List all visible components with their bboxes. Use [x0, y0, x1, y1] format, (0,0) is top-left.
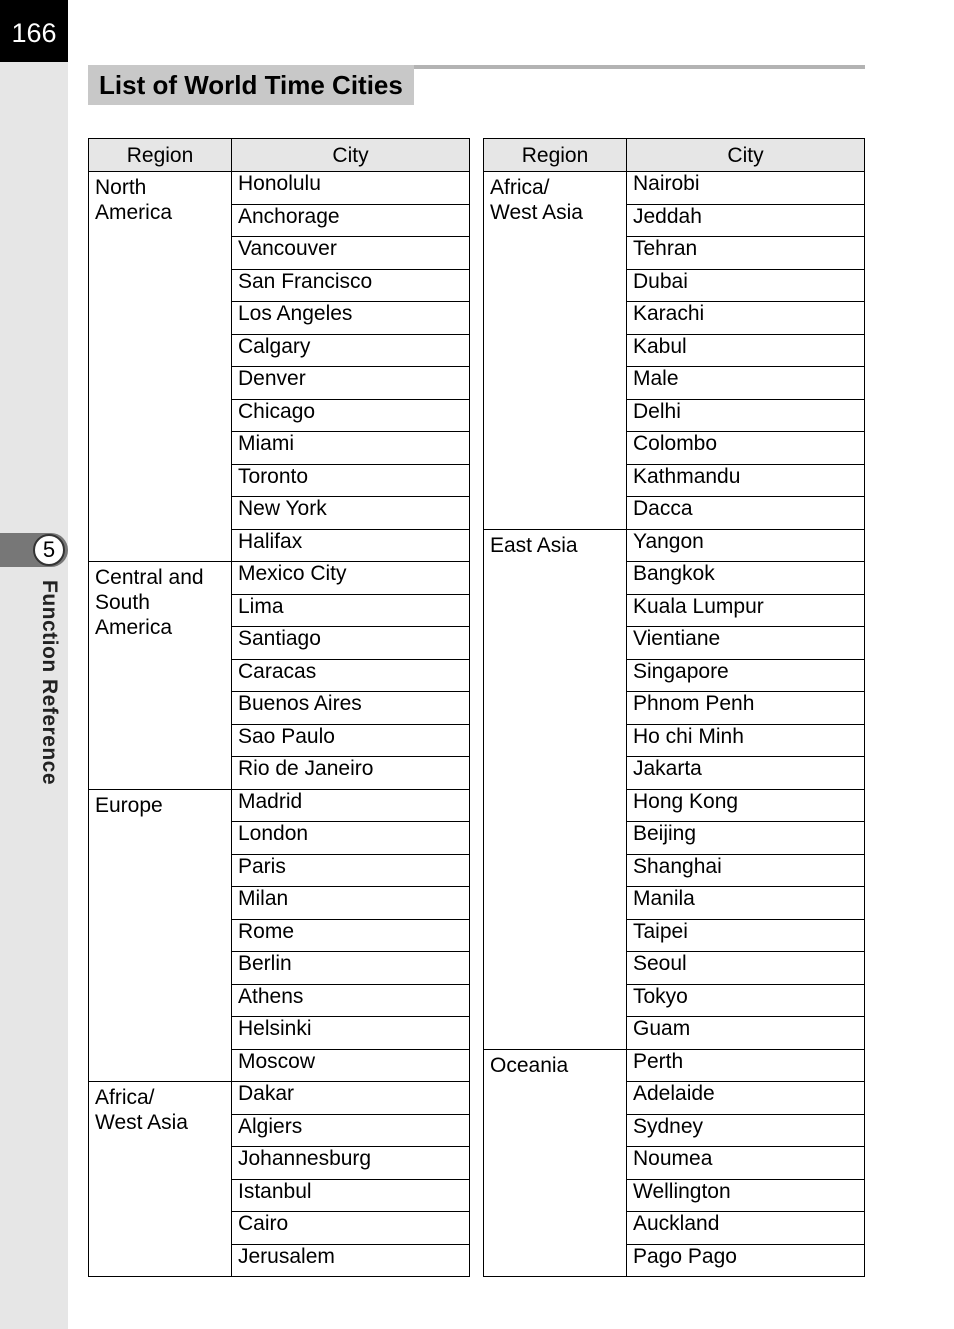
- city-cell: Beijing: [627, 822, 865, 855]
- table-row: [484, 1049, 865, 1082]
- city-cell: Moscow: [232, 1049, 470, 1082]
- city-cell: Tokyo: [627, 984, 865, 1017]
- city-cell: Rome: [232, 919, 470, 952]
- city-cell: Taipei: [627, 919, 865, 952]
- region-cell: Central and South America: [89, 562, 232, 790]
- city-cell: Hong Kong: [627, 789, 865, 822]
- city-cell: San Francisco: [232, 269, 470, 302]
- city-cell: Dakar: [232, 1082, 470, 1115]
- city-cell: Milan: [232, 887, 470, 920]
- city-cell: Jerusalem: [232, 1244, 470, 1277]
- city-cell: Buenos Aires: [232, 692, 470, 725]
- city-cell: Berlin: [232, 952, 470, 985]
- city-cell: Noumea: [627, 1147, 865, 1180]
- city-cell: Vientiane: [627, 627, 865, 660]
- city-cell: Phnom Penh: [627, 692, 865, 725]
- city-cell: Istanbul: [232, 1179, 470, 1212]
- page-number: 166: [0, 0, 68, 62]
- city-cell: Caracas: [232, 659, 470, 692]
- city-cell: Jakarta: [627, 757, 865, 790]
- city-cell: Sydney: [627, 1114, 865, 1147]
- chapter-label: Function Reference: [38, 580, 61, 786]
- region-cell: North America: [89, 172, 232, 562]
- city-cell: Rio de Janeiro: [232, 757, 470, 790]
- city-cell: Wellington: [627, 1179, 865, 1212]
- table-row: [89, 562, 470, 595]
- region-cell: East Asia: [484, 529, 627, 1049]
- region-column-header: Region: [89, 139, 232, 172]
- city-cell: Athens: [232, 984, 470, 1017]
- city-cell: Cairo: [232, 1212, 470, 1245]
- city-cell: Denver: [232, 367, 470, 400]
- city-cell: Los Angeles: [232, 302, 470, 335]
- city-cell: Madrid: [232, 789, 470, 822]
- city-cell: Honolulu: [232, 172, 470, 205]
- city-cell: Colombo: [627, 432, 865, 465]
- table-row: [89, 789, 470, 822]
- region-cell: Africa/ West Asia: [89, 1082, 232, 1277]
- chapter-number: 5: [33, 534, 65, 566]
- city-cell: Toronto: [232, 464, 470, 497]
- city-cell: Santiago: [232, 627, 470, 660]
- city-cell: Tehran: [627, 237, 865, 270]
- city-cell: Halifax: [232, 529, 470, 562]
- city-cell: Kabul: [627, 334, 865, 367]
- city-cell: Algiers: [232, 1114, 470, 1147]
- city-cell: Seoul: [627, 952, 865, 985]
- table-header-row: [89, 139, 470, 172]
- city-table-right: [483, 138, 865, 1277]
- city-cell: Kuala Lumpur: [627, 594, 865, 627]
- city-cell: Chicago: [232, 399, 470, 432]
- page-title: List of World Time Cities: [88, 65, 414, 105]
- city-cell: Sao Paulo: [232, 724, 470, 757]
- table-row: [89, 1082, 470, 1115]
- region-cell: Europe: [89, 789, 232, 1082]
- table-row: [484, 172, 865, 205]
- city-cell: Shanghai: [627, 854, 865, 887]
- city-column-header: City: [627, 139, 865, 172]
- city-cell: Kathmandu: [627, 464, 865, 497]
- region-cell: Africa/ West Asia: [484, 172, 627, 530]
- city-cell: Male: [627, 367, 865, 400]
- table-row: [89, 172, 470, 205]
- city-cell: Helsinki: [232, 1017, 470, 1050]
- city-cell: Pago Pago: [627, 1244, 865, 1277]
- city-cell: Auckland: [627, 1212, 865, 1245]
- city-cell: Jeddah: [627, 204, 865, 237]
- table-row: [484, 529, 865, 562]
- city-cell: Anchorage: [232, 204, 470, 237]
- city-cell: Bangkok: [627, 562, 865, 595]
- city-cell: Delhi: [627, 399, 865, 432]
- city-cell: Johannesburg: [232, 1147, 470, 1180]
- city-cell: Manila: [627, 887, 865, 920]
- city-cell: Calgary: [232, 334, 470, 367]
- city-cell: London: [232, 822, 470, 855]
- city-cell: Dacca: [627, 497, 865, 530]
- city-cell: Dubai: [627, 269, 865, 302]
- city-column-header: City: [232, 139, 470, 172]
- region-column-header: Region: [484, 139, 627, 172]
- table-header-row: [484, 139, 865, 172]
- city-table-left: [88, 138, 470, 1277]
- city-cell: Adelaide: [627, 1082, 865, 1115]
- city-cell: Yangon: [627, 529, 865, 562]
- city-cell: New York: [232, 497, 470, 530]
- region-cell: Oceania: [484, 1049, 627, 1277]
- city-cell: Nairobi: [627, 172, 865, 205]
- city-cell: Ho chi Minh: [627, 724, 865, 757]
- city-cell: Mexico City: [232, 562, 470, 595]
- city-cell: Singapore: [627, 659, 865, 692]
- city-cell: Lima: [232, 594, 470, 627]
- city-cell: Perth: [627, 1049, 865, 1082]
- city-cell: Miami: [232, 432, 470, 465]
- city-cell: Guam: [627, 1017, 865, 1050]
- city-cell: Karachi: [627, 302, 865, 335]
- city-cell: Vancouver: [232, 237, 470, 270]
- city-cell: Paris: [232, 854, 470, 887]
